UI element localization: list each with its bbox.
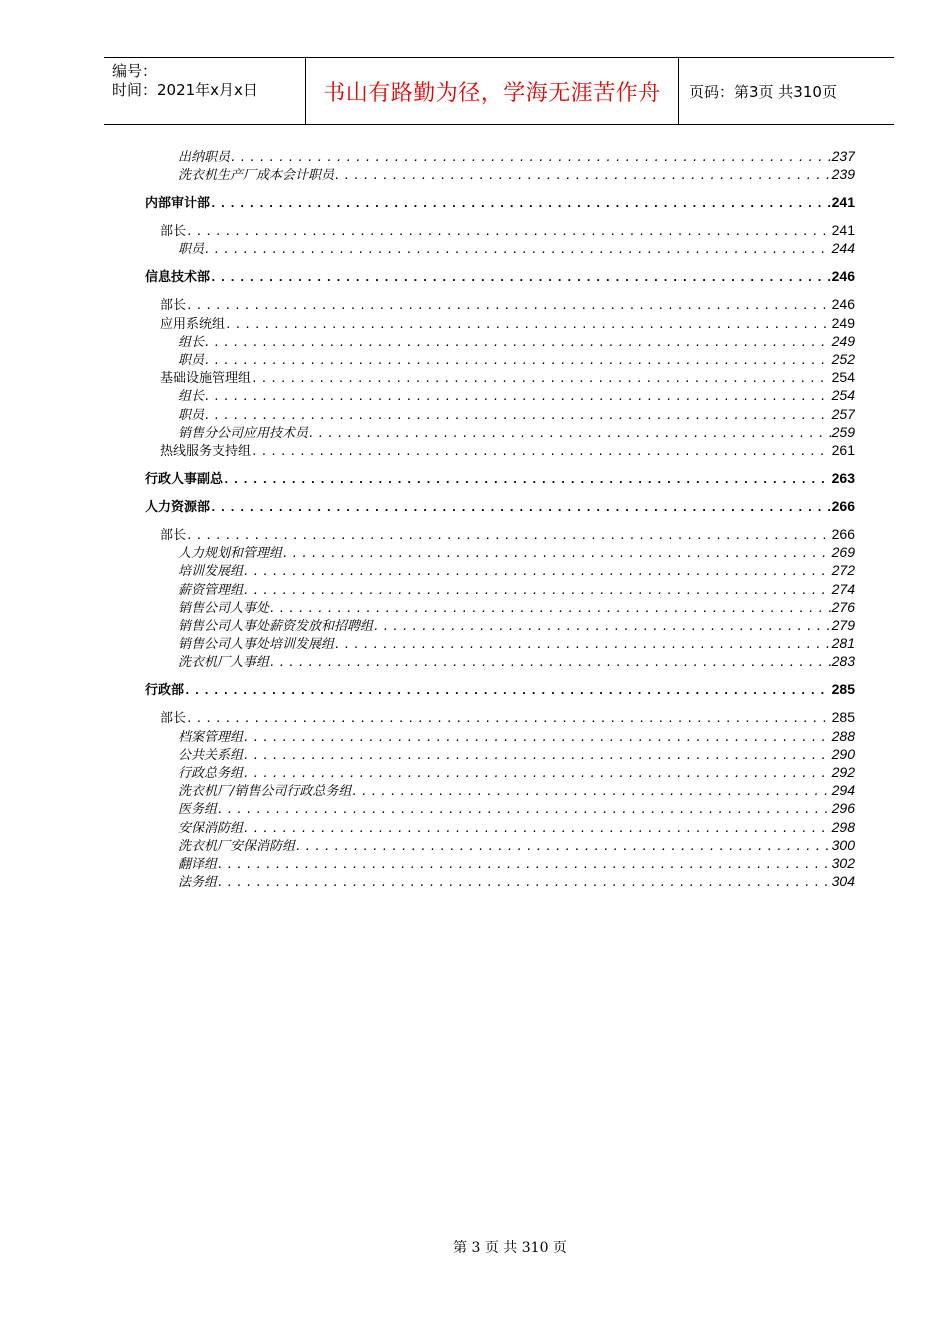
toc-leader-dots (373, 618, 831, 634)
toc-entry[interactable] (178, 873, 855, 890)
toc-entry-label: 组长 (178, 389, 205, 405)
toc-heading[interactable] (145, 268, 855, 285)
toc-entry-page-number: 241 (831, 222, 855, 239)
toc-heading[interactable] (145, 681, 855, 698)
toc-entry[interactable] (160, 315, 855, 332)
toc-leader-dots (204, 407, 831, 423)
toc-entry-label: 档案管理组 (178, 729, 244, 745)
toc-leader-dots (243, 563, 831, 579)
document-time-label: 时间：2021年x月x日 (112, 81, 258, 99)
toc-entry[interactable] (178, 837, 855, 854)
toc-entry-page-number: 290 (831, 745, 855, 762)
toc-entry-label: 销售公司人事处薪资发放和招聘组 (178, 619, 374, 634)
toc-entry-label: 洗衣机生产厂成本会计职员 (178, 168, 335, 184)
toc-leader-dots (210, 195, 831, 211)
toc-entry-page-number: 254 (831, 387, 855, 404)
toc-leader-dots (269, 654, 831, 670)
toc-leader-dots (282, 545, 831, 561)
toc-entry-label: 人力规划和管理组 (178, 546, 283, 562)
toc-entry[interactable] (178, 581, 855, 598)
toc-entry-label: 部长 (160, 528, 187, 543)
toc-entry[interactable] (178, 764, 855, 781)
toc-leader-dots (243, 820, 831, 836)
toc-entry-page-number: 302 (831, 855, 855, 871)
toc-entry-page-number: 254 (831, 369, 855, 386)
toc-entry[interactable] (178, 599, 855, 616)
toc-entry[interactable] (178, 387, 855, 404)
toc-entry-page-number: 266 (831, 526, 855, 542)
toc-entry[interactable] (160, 526, 855, 543)
toc-heading[interactable] (145, 498, 855, 515)
toc-entry-label: 部长 (160, 711, 187, 727)
toc-entry-page-number: 266 (831, 498, 855, 514)
toc-entry[interactable] (178, 635, 855, 652)
toc-leader-dots (210, 499, 831, 515)
toc-entry-label: 薪资管理组 (178, 582, 244, 598)
toc-leader-dots (186, 297, 831, 313)
toc-entry-label: 公共关系组 (178, 747, 244, 763)
toc-leader-dots (217, 856, 831, 872)
toc-entry-label: 销售分公司应用技术员 (178, 425, 309, 441)
toc-entry[interactable] (178, 544, 855, 561)
toc-leader-dots (351, 783, 830, 799)
toc-entry-page-number: 296 (831, 800, 855, 817)
toc-entry-label: 安保消防组 (178, 820, 244, 836)
toc-leader-dots (186, 527, 831, 543)
toc-entry[interactable] (160, 296, 855, 313)
toc-entry-page-number: 246 (831, 296, 855, 313)
toc-entry-page-number: 285 (831, 709, 855, 726)
toc-leader-dots (186, 223, 831, 239)
toc-leader-dots (334, 167, 831, 183)
toc-entry-label: 销售公司人事处 (178, 600, 270, 616)
header-page-info: 页码：第3页 共310页 (689, 82, 837, 101)
toc-entry-label: 组长 (178, 334, 205, 350)
toc-leader-dots (225, 316, 831, 332)
toc-entry-label: 人力资源部 (145, 500, 211, 515)
toc-entry[interactable] (178, 406, 855, 423)
toc-entry-label: 职员 (178, 407, 205, 423)
toc-entry[interactable] (178, 148, 855, 165)
toc-entry-label: 行政总务组 (178, 766, 244, 781)
toc-entry-label: 出纳职员 (178, 150, 231, 165)
toc-entry[interactable] (178, 617, 855, 634)
toc-entry-label: 内部审计部 (145, 196, 211, 212)
toc-entry[interactable] (178, 855, 855, 872)
toc-leader-dots (184, 682, 831, 698)
toc-leader-dots (243, 765, 831, 781)
toc-entry-page-number: 244 (831, 240, 855, 257)
toc-entry-page-number: 249 (831, 314, 855, 331)
toc-entry-page-number: 263 (831, 470, 855, 486)
toc-leader-dots (217, 874, 831, 890)
toc-entry[interactable] (178, 782, 855, 799)
toc-entry-page-number: 279 (831, 617, 855, 633)
toc-entry[interactable] (178, 819, 855, 836)
toc-entry-label: 信息技术部 (145, 270, 211, 286)
header-slogan: 书山有路勤为径，学海无涯苦作舟 (306, 58, 679, 124)
toc-entry-page-number: 274 (831, 580, 855, 597)
toc-entry-label: 法务组 (178, 875, 218, 891)
toc-entry[interactable] (178, 424, 855, 441)
toc-entry[interactable] (160, 442, 855, 459)
toc-entry-label: 洗衣机厂/销售公司行政总务组 (178, 784, 352, 800)
toc-entry-page-number: 252 (831, 351, 855, 367)
toc-entry[interactable] (178, 746, 855, 763)
toc-entry-label: 部长 (160, 224, 187, 240)
toc-leader-dots (269, 600, 831, 616)
toc-entry[interactable] (178, 562, 855, 579)
toc-entry-label: 行政部 (145, 683, 185, 699)
toc-heading[interactable] (145, 470, 855, 487)
toc-leader-dots (243, 747, 831, 763)
toc-leader-dots (243, 729, 831, 745)
toc-entry-page-number: 294 (831, 782, 855, 799)
toc-entry-page-number: 304 (831, 873, 855, 890)
toc-entry-label: 销售公司人事处培训发展组 (178, 637, 335, 653)
toc-leader-dots (223, 471, 831, 487)
toc-entry-label: 职员 (178, 242, 205, 258)
toc-entry-label: 培训发展组 (178, 564, 244, 580)
toc-leader-dots (217, 801, 831, 817)
toc-entry[interactable] (178, 800, 855, 817)
toc-leader-dots (204, 352, 831, 368)
toc-entry-page-number: 246 (831, 268, 855, 285)
toc-entry[interactable] (178, 351, 855, 368)
toc-leader-dots (308, 425, 831, 441)
toc-entry[interactable] (178, 240, 855, 257)
toc-entry-label: 医务组 (178, 802, 218, 818)
toc-entry-page-number: 298 (831, 818, 855, 835)
toc-entry-label: 热线服务支持组 (160, 444, 252, 459)
toc-entry-page-number: 288 (831, 727, 855, 744)
document-number-label: 编号： (112, 62, 158, 80)
toc-entry-page-number: 276 (831, 598, 855, 615)
toc-leader-dots (204, 334, 831, 350)
toc-entry-label: 基础设施管理组 (160, 371, 252, 387)
toc-entry-page-number: 239 (831, 166, 855, 183)
toc-entry[interactable] (160, 369, 855, 386)
toc-entry-page-number: 285 (831, 681, 855, 698)
toc-entry-page-number: 259 (831, 423, 855, 440)
toc-entry-page-number: 257 (831, 405, 855, 422)
toc-leader-dots (334, 636, 831, 652)
toc-entry-page-number: 300 (831, 836, 855, 853)
toc-leader-dots (230, 149, 831, 165)
toc-entry-page-number: 249 (831, 332, 855, 349)
toc-entry-label: 行政人事副总 (145, 472, 224, 487)
toc-entry[interactable] (160, 222, 855, 239)
toc-entry-label: 职员 (178, 353, 205, 368)
toc-leader-dots (204, 241, 831, 257)
toc-entry[interactable] (160, 709, 855, 726)
toc-entry[interactable] (178, 653, 855, 670)
toc-leader-dots (204, 388, 831, 404)
toc-entry[interactable] (178, 333, 855, 350)
toc-entry-page-number: 261 (831, 442, 855, 458)
toc-entry-label: 洗衣机厂人事组 (178, 655, 270, 671)
toc-entry[interactable] (178, 166, 855, 183)
toc-leader-dots (251, 443, 831, 459)
toc-entry-label: 洗衣机厂安保消防组 (178, 838, 296, 854)
toc-leader-dots (186, 710, 831, 726)
toc-entry-label: 应用系统组 (160, 316, 226, 332)
toc-entry-page-number: 292 (831, 764, 855, 780)
toc-heading[interactable] (145, 194, 855, 211)
page-footer: 第 3 页 共 310 页 (453, 1240, 567, 1256)
toc-entry-page-number: 281 (831, 635, 855, 652)
toc-entry-page-number: 269 (831, 544, 855, 561)
toc-entry-label: 部长 (160, 298, 187, 314)
toc-leader-dots (243, 582, 831, 598)
toc-entry[interactable] (178, 728, 855, 745)
toc-entry-label: 翻译组 (178, 857, 218, 872)
toc-entry-page-number: 237 (831, 148, 855, 164)
toc-entry-page-number: 283 (831, 653, 855, 670)
toc-leader-dots (251, 370, 831, 386)
toc-leader-dots (210, 269, 831, 285)
toc-entry-page-number: 272 (831, 562, 855, 579)
toc-entry-page-number: 241 (831, 194, 855, 211)
toc-leader-dots (295, 838, 831, 854)
